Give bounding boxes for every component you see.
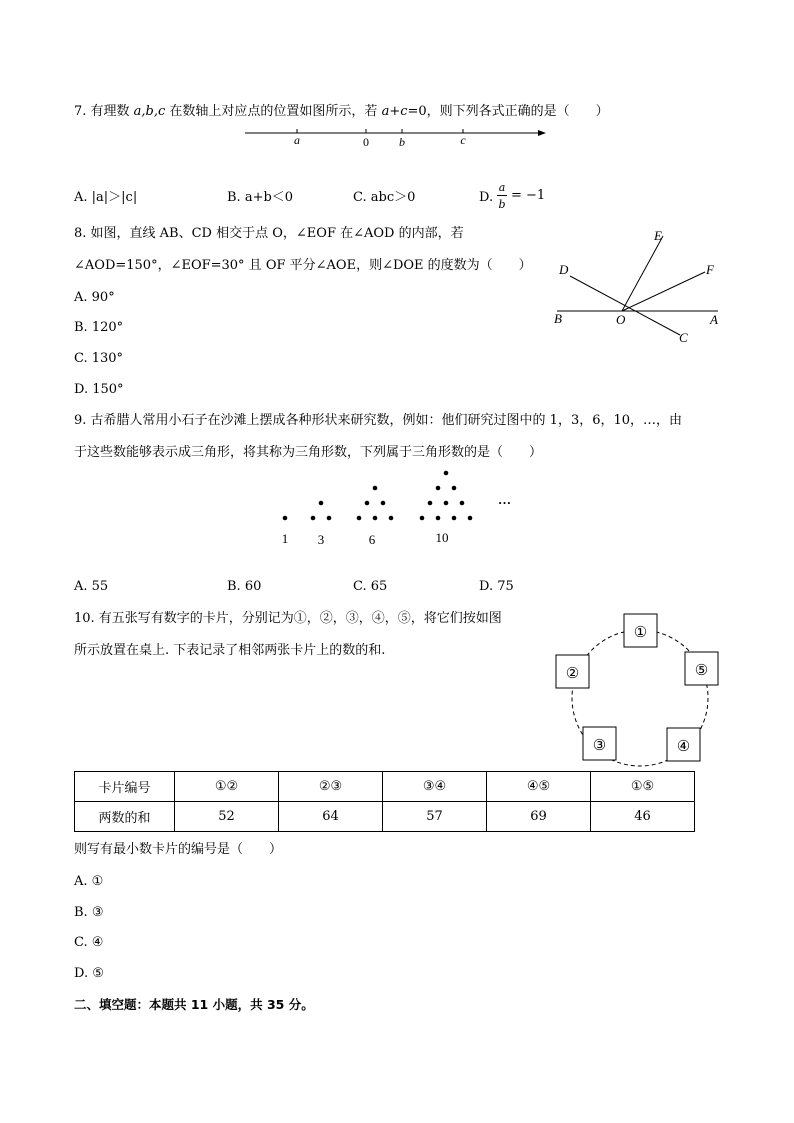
dot (420, 516, 425, 521)
fraction-denominator: b (498, 198, 506, 211)
point-e-label: E (654, 228, 662, 243)
tri-label-3: 3 (317, 532, 325, 547)
table-cell: 69 (487, 802, 591, 832)
tri-label-1: 1 (281, 531, 289, 546)
number-line-arrow (538, 130, 546, 136)
card-3 (583, 727, 616, 760)
q10-question: 则写有最小数卡片的编号是（ ） (74, 842, 283, 857)
label-c: c (460, 133, 466, 147)
dot (428, 501, 433, 506)
dot (311, 516, 316, 521)
table-cell: 52 (175, 802, 279, 832)
q8-option-c[interactable]: C. 130° (74, 351, 124, 366)
card-5-label: ⑤ (694, 663, 709, 679)
angle-figure (550, 222, 730, 352)
fraction-bar (497, 195, 507, 196)
table-cell: 两数的和 (75, 802, 175, 832)
ray-of (622, 272, 705, 311)
q7-condition: a+c (381, 104, 408, 119)
label-a: a (294, 133, 300, 147)
dot (389, 516, 394, 521)
q9-stem-line1: 9. 古希腊人常用小石子在沙滩上摆成各种形状来研究数，例如：他们研究过图中的 1，3，6，10，…，由 (74, 413, 683, 428)
q7-option-d[interactable]: D. (479, 190, 494, 205)
fraction-numerator: a (498, 181, 506, 194)
q10-stem-line1: 10. 有五张写有数字的卡片，分别记为①，②，③，④，⑤，将它们按如图 (74, 611, 502, 626)
dot (373, 486, 378, 491)
table-cell: ②③ (279, 772, 383, 802)
dot (436, 516, 441, 521)
stone-dots (283, 471, 473, 521)
tri-label-10: 10 (435, 530, 449, 545)
point-b-label: B (554, 311, 562, 326)
table-row (75, 802, 695, 832)
q7-option-b[interactable]: B. a+b＜0 (227, 190, 294, 205)
table-cell: 57 (383, 802, 487, 832)
card-1-label: ① (633, 625, 648, 641)
table-cell: 46 (591, 802, 695, 832)
dot (452, 486, 457, 491)
dot (444, 471, 449, 476)
table-cell: ③④ (383, 772, 487, 802)
dot (283, 516, 288, 521)
table-cell: ④⑤ (487, 772, 591, 802)
dot (373, 516, 378, 521)
cards-circle-figure (550, 610, 730, 770)
card-5 (685, 652, 718, 685)
q8-option-a[interactable]: A. 90° (74, 290, 115, 305)
point-f-label: F (706, 262, 714, 277)
q8-stem-line1: 8. 如图，直线 AB、CD 相交于点 O，∠EOF 在∠AOD 的内部，若 (74, 226, 464, 241)
q10-option-a[interactable]: A. ① (74, 874, 104, 889)
dot (365, 501, 370, 506)
point-c-label: C (679, 330, 688, 345)
point-a-label: A (710, 312, 718, 327)
q9-option-c[interactable]: C. 65 (353, 579, 388, 594)
card-1 (624, 614, 657, 647)
q7-vars: a,b,c (133, 104, 166, 119)
table-cell: 64 (279, 802, 383, 832)
number-line-figure (240, 122, 560, 154)
card-sum-table (74, 771, 695, 832)
table-cell: 卡片编号 (75, 772, 175, 802)
card-3-label: ③ (592, 738, 607, 754)
dot (319, 501, 324, 506)
fraction-rest: = −1 (511, 188, 546, 203)
tri-label-6: 6 (368, 532, 376, 547)
point-d-label: D (559, 262, 569, 277)
q7-option-c[interactable]: C. abc＞0 (353, 190, 416, 205)
dot (436, 486, 441, 491)
dot (468, 516, 473, 521)
ellipsis: … (498, 492, 511, 507)
q7-option-a[interactable]: A. |a|＞|c| (74, 190, 138, 205)
q9-option-b[interactable]: B. 60 (227, 579, 262, 594)
card-2 (556, 655, 589, 688)
ray-oe (622, 236, 663, 311)
q8-stem-line2: ∠AOD=150°，∠EOF=30° 且 OF 平分∠AOE，则∠DOE 的度数为（ ） (74, 258, 532, 273)
q9-option-a[interactable]: A. 55 (74, 579, 109, 594)
dot (357, 516, 362, 521)
table-header-row (75, 772, 695, 802)
q7-stem: 7. 有理数 a,b,c 在数轴上对应点的位置如图所示，若 a+c=0，则下列各式正确的是（ ） (74, 104, 609, 119)
q10-option-b[interactable]: B. ③ (74, 905, 104, 920)
dot (452, 516, 457, 521)
q8-option-b[interactable]: B. 120° (74, 320, 124, 335)
label-zero: 0 (363, 135, 369, 149)
triangular-numbers-figure (270, 462, 530, 552)
dot (444, 501, 449, 506)
section-heading: 二、填空题：本题共 11 小题，共 35 分。 (74, 997, 314, 1012)
q9-stem-line2: 于这些数能够表示成三角形，将其称为三角形数，下列属于三角形数的是（ ） (74, 445, 543, 460)
card-4-label: ④ (676, 739, 691, 755)
dot (460, 501, 465, 506)
label-b: b (399, 135, 405, 149)
card-4 (667, 728, 700, 761)
table-cell: ①② (175, 772, 279, 802)
q10-stem-line2: 所示放置在桌上. 下表记录了相邻两张卡片上的数的和. (74, 643, 386, 658)
q9-option-d[interactable]: D. 75 (479, 579, 514, 594)
dot (381, 501, 386, 506)
q8-option-d[interactable]: D. 150° (74, 382, 124, 397)
q10-option-c[interactable]: C. ④ (74, 935, 104, 950)
card-2-label: ② (565, 666, 580, 682)
table-cell: ①⑤ (591, 772, 695, 802)
dot (327, 516, 332, 521)
q10-option-d[interactable]: D. ⑤ (74, 966, 104, 981)
point-o-label: O (616, 312, 626, 327)
